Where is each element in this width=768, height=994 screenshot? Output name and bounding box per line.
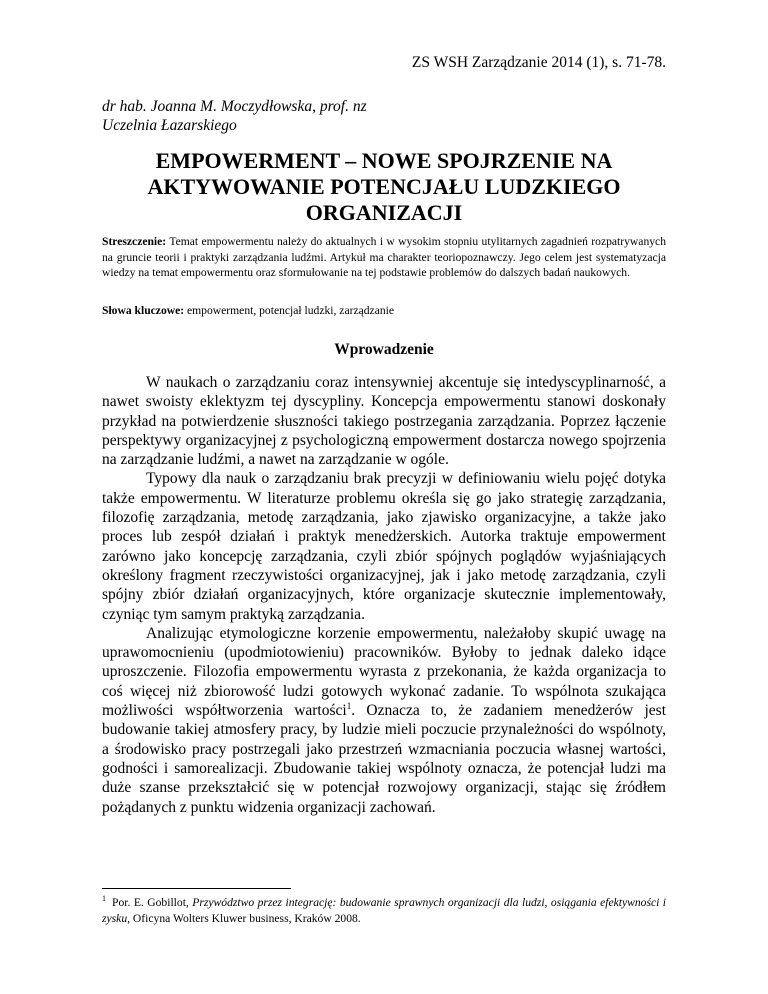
footnote-suffix: , Oficyna Wolters Kluwer business, Kraków 2008. <box>127 911 361 925</box>
paragraph <box>102 624 666 817</box>
journal-citation: ZS WSH Zarządzanie 2014 (1), s. 71-78. <box>411 54 666 71</box>
keywords <box>102 304 666 317</box>
paragraph-text: Analizując etymologiczne korzenie empowermentu, należałoby skupić uwagę na uprawomocnieniu (upodmiotowieniu) pracowników. Byłoby to jednak daleko idące uproszczenie. Filozofia empowermentu wyrasta z przekonania, że każda organizacja to coś więcej niż zbiorowość ludzi gotowych wykonać zadanie. To wspólnota szukająca możliwości współtworzenia wartości <box>102 624 666 720</box>
footnote-number: 1 <box>102 894 106 904</box>
keywords-text: empowerment, potencjał ludzki, zarządzanie <box>184 304 395 317</box>
paragraph: W naukach o zarządzaniu coraz intensywniej akcentuje się intedyscyplinarność, a nawet swoisty eklektyzm tej dyscypliny. Koncepcja empowermentu stanowi doskonały przykład na potwierdzenie słuszności takiego postrzegania zarządzania. Poprzez łączenie perspektywy organizacyjnej z psychologiczną empowerment dostarcza nowego spojrzenia na zarządzanie ludźmi, a nawet na zarządzanie w ogóle. <box>102 374 666 469</box>
author-block <box>102 97 367 135</box>
paragraph: Typowy dla nauk o zarządzaniu brak precyzji w definiowaniu wielu pojęć dotyka także empowermentu. W literaturze problemu określa się go jako strategię zarządzania, filozofię zarządzania, metodę zarządzania, jako zjawisko organizacyjne, a także jako proces lub zespół działań i praktyk menedżerskich. Autorka traktuje empowerment zarówno jako koncepcję zarządzania, czyli zbiór spójnych poglądów wyjaśniających określony fragment rzeczywistości organizacyjnej, jak i jako metodę zarządzania, czyli spójny zbiór działań organizacyjnych, które organizacje skutecznie implementowały, czyniąc tym samym praktyką zarządzania. <box>102 470 666 623</box>
title-line: AKTYWOWANIE POTENCJAŁU LUDZKIEGO <box>147 174 621 199</box>
footnote-divider <box>102 888 291 889</box>
keywords-label: Słowa kluczowe: <box>102 304 185 317</box>
abstract-label: Streszczenie: <box>102 235 167 248</box>
footnote-title: Przywództwo przez integrację: budowanie sprawnych organizacji dla ludzi, osiągania efektywności i zysku <box>102 896 667 925</box>
footnote <box>102 895 666 926</box>
footnote-reference: 1 <box>346 700 352 711</box>
author-name: dr hab. Joanna M. Moczydłowska, prof. nz <box>102 98 367 115</box>
paragraph-text: . Oznacza to, że zadaniem menedżerów jest budowanie takiej atmosfery pracy, by ludzie mieli poczucie przynależności do wspólnoty, a środowisko pracy postrzegali jako przestrzeń wzmacniania poczucia własnej wartości, godności i samorealizacji. Zbudowanie takiej wspólnoty oznacza, że potencjał ludzi ma duże szanse przekształcić się w potencjał rozwojowy organizacji, stając się źródłem pożądanych z punktu widzenia organizacji zachowań. <box>102 702 667 816</box>
footnote-prefix: Por. E. Gobillot, <box>112 896 193 909</box>
title-line: ORGANIZACJI <box>305 200 463 225</box>
abstract-text: Temat empowermentu należy do aktualnych i w wysokim stopniu utylitarnych zagadnień rozpatrywanych na gruncie teorii i praktyki zarządzania ludźmi. Artykuł ma charakter teoriopoznawczy. Jego celem jest systematyzacja wiedzy na temat empowermentu oraz sformułowanie na tej podstawie problemów do dalszych badań naukowych. <box>102 235 666 279</box>
section-heading: Wprowadzenie <box>334 341 434 358</box>
author-affiliation: Uczelnia Łazarskiego <box>102 117 237 134</box>
title-line: EMPOWERMENT – NOWE SPOJRZENIE NA <box>155 148 613 173</box>
article-title <box>102 148 666 226</box>
abstract <box>102 234 666 281</box>
body-text <box>102 373 666 817</box>
